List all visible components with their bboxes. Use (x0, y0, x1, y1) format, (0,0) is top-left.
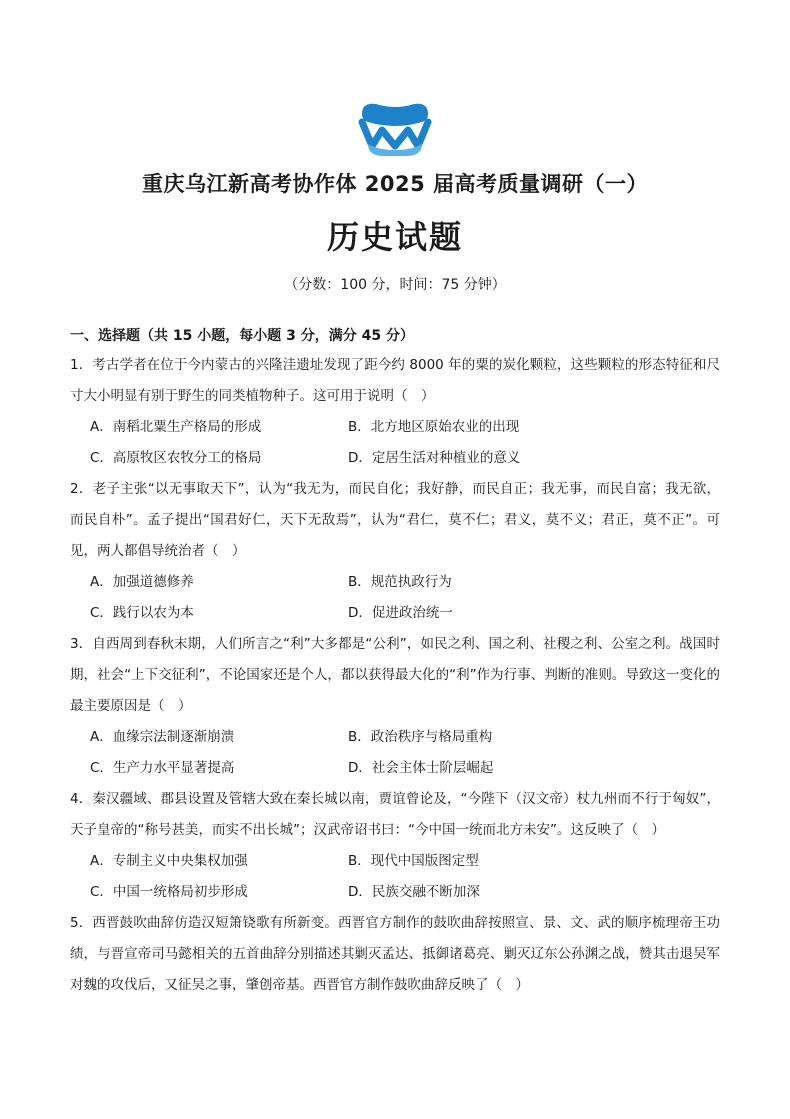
option-list (70, 846, 720, 908)
question-1 (70, 350, 720, 474)
question-4 (70, 784, 720, 908)
option-d[interactable]: D．民族交融不断加深 (348, 884, 480, 900)
exam-meta: （分数：100 分，时间：75 分钟） (284, 277, 506, 293)
exam-title: 重庆乌江新高考协作体 2025 届高考质量调研（一） (141, 172, 649, 196)
question-stem: 3．自西周到春秋末期，人们所言之“利”大多都是“公利”，如民之利、国之利、社稷之利、公室之利。战国时期，社会“上下交征利”，不论国家还是个人，都以获得最大化的“利”作为行事、判断的准则。导致这一变化的最主要原因是（ ） (70, 636, 720, 714)
question-stem: 2．老子主张“以无事取天下”，认为“我无为，而民自化；我好静，而民自正；我无事，而民自富；我无欲，而民自朴”。孟子提出“国君好仁，天下无敌焉”，认为“君仁，莫不仁；君义，莫不义；君正，莫不正”。可见，两人都倡导统治者（ ） (70, 481, 720, 559)
exam-subject: 历史试题 (326, 218, 463, 256)
option-b[interactable]: B．规范执政行为 (348, 574, 452, 590)
option-d[interactable]: D．促进政治统一 (348, 605, 453, 621)
section-heading: 一、选择题（共 15 小题，每小题 3 分，满分 45 分） (70, 328, 414, 344)
option-c[interactable]: C．践行以农为本 (90, 605, 194, 621)
option-a[interactable]: A．专制主义中央集权加强 (90, 853, 248, 869)
option-d[interactable]: D．定居生活对种植业的意义 (348, 450, 521, 466)
option-list (70, 412, 720, 474)
question-stem: 1．考古学者在位于今内蒙古的兴隆洼遗址发现了距今约 8000 年的粟的炭化颗粒，这些颗粒的形态特征和尺寸大小明显有别于野生的同类植物种子。这可用于说明（ ） (70, 357, 720, 404)
option-c[interactable]: C．生产力水平显著提高 (90, 760, 235, 776)
question-5 (70, 908, 720, 1001)
question-2 (70, 474, 720, 629)
question-stem: 5．西晋鼓吹曲辞仿造汉短箫铙歌有所新变。西晋官方制作的鼓吹曲辞按照宣、景、文、武的顺序梳理帝王功绩，与晋宣帝司马懿相关的五首曲辞分别描述其剿灭孟达、抵御诸葛亮、剿灭辽东公孙渊之战，赞其击退吴军对魏的攻伐后，又征吴之事，肇创帝基。西晋官方制作鼓吹曲辞反映了（ ） (70, 915, 720, 993)
option-b[interactable]: B．北方地区原始农业的出现 (348, 419, 520, 435)
exam-content (70, 324, 720, 1001)
option-d[interactable]: D．社会主体士阶层崛起 (348, 760, 494, 776)
option-c[interactable]: C．中国一统格局初步形成 (90, 884, 248, 900)
option-list (70, 567, 720, 629)
option-c[interactable]: C．高原牧区农牧分工的格局 (90, 450, 262, 466)
logo-icon (358, 100, 432, 158)
option-a[interactable]: A．加强道德修养 (90, 574, 194, 590)
option-b[interactable]: B．政治秩序与格局重构 (348, 729, 493, 745)
option-list (70, 722, 720, 784)
option-a[interactable]: A．血缘宗法制逐渐崩溃 (90, 729, 235, 745)
option-b[interactable]: B．现代中国版图定型 (348, 853, 479, 869)
option-a[interactable]: A．南稻北粟生产格局的形成 (90, 419, 262, 435)
question-3 (70, 629, 720, 784)
question-stem: 4．秦汉疆域、郡县设置及管辖大致在秦长城以南，贾谊曾论及，“今陛下（汉文帝）杖九州而不行于匈奴”，天子皇帝的“称号甚美，而实不出长城”；汉武帝诏书曰：“今中国一统而北方未安”。这反映了（ ） (70, 791, 720, 838)
